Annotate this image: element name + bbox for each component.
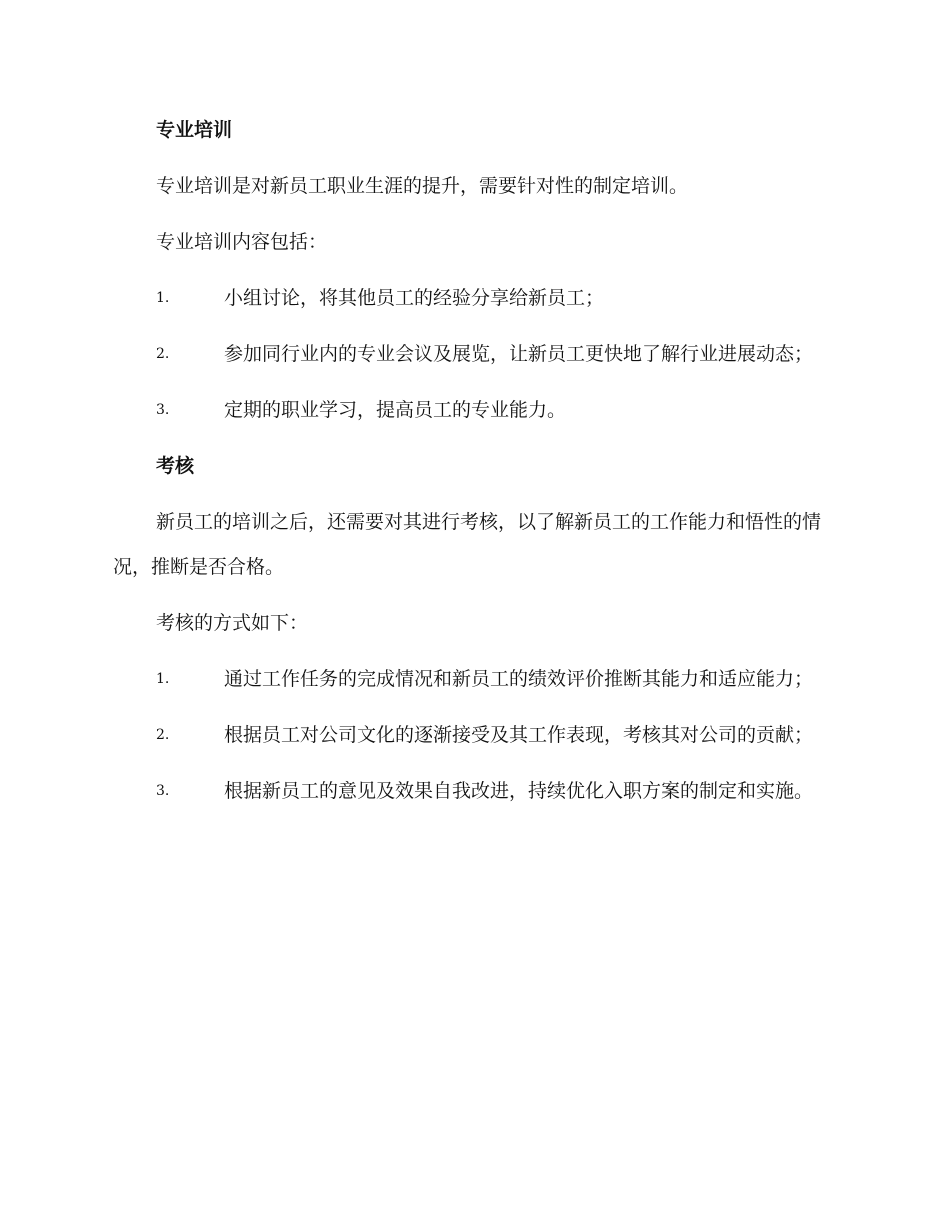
list-item-text: 小组讨论，将其他员工的经验分享给新员工； <box>224 287 605 309</box>
assessment-list-item <box>113 713 833 758</box>
assessment-lead-paragraph: 考核的方式如下： <box>156 612 309 634</box>
assessment-intro-paragraph: 新员工的培训之后，还需要对其进行考核，以了解新员工的工作能力和悟性的情况，推断是否合格。 <box>113 511 822 578</box>
list-number: 2. <box>156 346 170 362</box>
assessment-list-item <box>113 657 833 702</box>
list-item-text: 定期的职业学习，提高员工的专业能力。 <box>224 399 567 421</box>
section-heading-training: 专业培训 <box>156 119 233 141</box>
list-number: 3. <box>156 402 170 418</box>
list-item-text: 根据新员工的意见及效果自我改进，持续优化入职方案的制定和实施。 <box>224 780 814 802</box>
list-item-text: 根据员工对公司文化的逐渐接受及其工作表现，考核其对公司的贡献； <box>224 724 814 746</box>
training-intro-paragraph: 专业培训是对新员工职业生涯的提升，需要针对性的制定培训。 <box>156 175 689 197</box>
training-list-item <box>113 332 833 377</box>
list-item-text: 参加同行业内的专业会议及展览，让新员工更快地了解行业进展动态； <box>224 343 814 365</box>
list-number: 1. <box>156 671 170 687</box>
training-list-item <box>113 388 833 433</box>
training-list-item <box>113 276 833 321</box>
list-item-text: 通过工作任务的完成情况和新员工的绩效评价推断其能力和适应能力； <box>224 668 814 690</box>
list-number: 1. <box>156 290 170 306</box>
assessment-list-item <box>113 769 833 814</box>
training-lead-paragraph: 专业培训内容包括： <box>156 231 328 253</box>
document-page <box>113 108 833 825</box>
section-heading-assessment: 考核 <box>156 455 195 477</box>
list-number: 2. <box>156 727 170 743</box>
list-number: 3. <box>156 783 170 799</box>
